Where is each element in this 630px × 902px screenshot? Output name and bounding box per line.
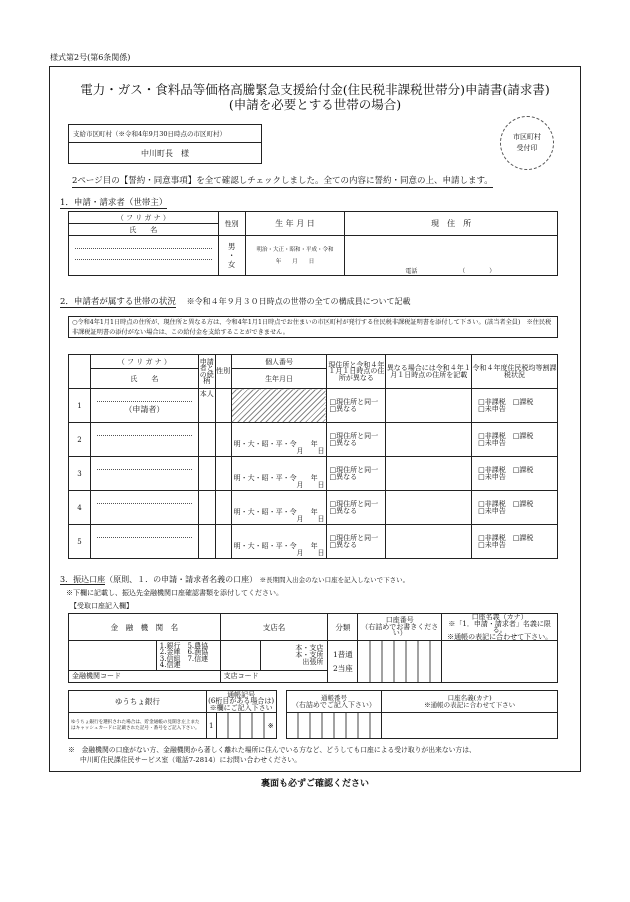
household-row-diff-address[interactable] [386,457,472,491]
household-row-number: 4 [69,491,91,525]
household-furigana-header: （ フ リ ガ ナ ） [90,355,198,369]
household-row-same[interactable] [327,491,386,525]
household-number-header [69,355,91,389]
section2-note: ※令和４年９月３０日時点の世帯の全ての構成員について記載 [186,297,411,306]
bank-type-line-2[interactable]: 2.金庫 6.漁協 [159,648,209,656]
municipality-label: 支給市区町村（※令和4年9月30日時点の市区町村） [69,125,261,143]
same-option[interactable]: □現住所と同一 [329,466,379,474]
era-options[interactable]: 明・大・昭・平・令 [233,440,297,448]
applicant-sex-header: 性別 [218,212,245,236]
household-row-tax[interactable] [472,525,558,559]
footer-reminder: 裏面も必ずご確認ください [260,779,369,789]
bank-type-line-4[interactable]: 4.信連 [159,661,181,669]
household-name-header: 氏 名 [90,369,198,389]
household-row-name[interactable] [90,525,198,559]
passbook-number-input[interactable] [286,713,382,739]
tax-option[interactable]: □課税 [512,500,534,508]
passbook-number-sub: （右詰めでご記入下さい） [291,700,376,709]
day-label: 日 [317,446,325,455]
diff-option[interactable]: □異なる [329,540,358,549]
section1-heading [60,196,167,208]
household-row-number: 1 [69,389,91,423]
household-row-same[interactable] [327,457,386,491]
branch-name-input[interactable] [220,641,260,671]
category-header: 分類 [328,614,358,641]
account-number-input[interactable] [358,641,442,683]
passbook-mark-input[interactable] [216,713,276,739]
household-row-relation[interactable] [198,491,215,525]
household-sex-header: 性別 [215,355,231,389]
household-row [69,457,558,491]
account-holder-note2: ※通帳の表記に合わせて下さい。 [447,632,553,641]
reception-stamp [500,116,554,170]
household-relation-header: 申請者との続柄 [198,355,215,389]
bank-note-line-2: 中川町住民課住民サービス室（電話7-2814）にお問い合わせください。 [80,756,302,764]
year-label: 年 [310,508,318,516]
month-label: 月 [296,446,304,455]
household-row-number: 2 [69,423,91,457]
month-label: 月 [296,514,304,523]
household-row-sex[interactable] [215,389,231,423]
branch-type-line-2[interactable]: 本・支所 [295,651,324,659]
household-diff-address-header: 異なる場合には令和４年１月１日時点の住所を記載 [386,355,472,389]
nontax-option[interactable]: □非課税 [478,432,506,440]
form-title: 電力・ガス・食料品等価格高騰緊急支援給付金(住民税非課税世帯分)申請書(請求書) [80,82,550,97]
passbook-mark-title: 通帳記号 [227,690,256,699]
notfiled-option[interactable]: □未申告 [478,404,506,413]
yucho-table [68,690,558,739]
bank-account-table [68,613,558,683]
household-row-tax[interactable] [472,491,558,525]
passbook-number-title: 通帳番号 [320,694,347,702]
household-row-birth[interactable] [231,525,327,559]
tax-option[interactable]: □課税 [512,432,534,440]
household-row-relation: 本人 [198,389,215,423]
household-row-relation[interactable] [198,423,215,457]
notfiled-option[interactable]: □未申告 [478,506,506,515]
stamp-line-2: 受付印 [516,144,538,152]
section3-heading-detail: （原則、１．の申請・請求者名義の口座） [105,575,258,584]
household-row-same[interactable] [327,389,386,423]
applicant-era-options[interactable]: 明治・大正・昭和・平成・令和 [256,246,334,253]
nontax-option[interactable]: □非課税 [478,534,506,542]
municipality-mayor: 中川町長 様 [141,149,189,158]
household-row-birth[interactable] [231,491,327,525]
era-options[interactable]: 明・大・昭・平・令 [233,508,297,516]
year-label: 年 [310,440,318,448]
applicant-sex-options[interactable] [218,236,245,276]
section2-heading [60,295,410,307]
category-current[interactable]: 2当座 [333,663,353,673]
household-row [69,423,558,457]
household-row-diff-address[interactable] [386,525,472,559]
diff-option[interactable]: □異なる [329,438,358,447]
sex-male[interactable]: 男 [227,242,236,251]
passbook-number-header [286,691,382,713]
bank-name-input[interactable] [69,641,157,671]
tax-option[interactable]: □課税 [512,466,534,474]
branch-type-line-3[interactable]: 出張所 [302,658,324,666]
household-row-name[interactable] [90,491,198,525]
household-row-relation[interactable] [198,457,215,491]
household-row-number: 5 [69,525,91,559]
branch-name-header: 支店名 [220,614,328,641]
household-row [69,389,558,423]
branch-type-options[interactable] [260,641,328,671]
passbook-mark-sub2: ※欄にご記入下さい [209,703,273,712]
bank-code-cell[interactable] [69,671,221,683]
stamp-line-1: 市区町村 [513,133,541,141]
notfiled-option[interactable]: □未申告 [478,438,506,447]
applicant-furigana-header: （ フ リ ガ ナ ） [69,212,219,224]
yucho-holder-header [382,691,558,713]
household-birth-header: 生年月日 [231,369,327,389]
household-row-diff-address[interactable] [386,491,472,525]
applicant-birth-input[interactable] [245,236,345,276]
passbook-mark-first-digit: 1 [206,713,216,739]
same-option[interactable]: □現住所と同一 [329,398,379,406]
account-holder-note1: ※「1．申請・請求者」名義に限る。 [448,619,551,634]
same-option[interactable]: □現住所と同一 [329,432,379,440]
category-normal[interactable]: 1普通 [333,649,353,659]
nontax-option[interactable]: □非課税 [478,466,506,474]
day-label: 日 [317,514,325,523]
bank-code-label: 金融機関コード [72,672,121,681]
household-row-same[interactable] [327,525,386,559]
form-number: 様式第2号(第6条関係) [50,53,131,62]
household-tax-header: 令和４年度住民税均等割課税状況 [472,355,558,389]
municipality-box [68,124,262,164]
household-row [69,491,558,525]
month-label: 月 [296,548,304,557]
section3-heading [60,574,409,585]
bank-type-line-3[interactable]: 3.信組 7.信連 [159,654,209,663]
day-label: 日 [317,548,325,557]
same-option[interactable]: □現住所と同一 [329,534,379,542]
household-row-relation[interactable] [198,525,215,559]
applicant-name-header: 氏 名 [69,224,219,236]
yucho-description: ゆうちょ銀行を選択された場合は、貯金通帳の見開き左上またはキャッシュカードに記載された記号・番号をご記入下さい。 [69,713,207,739]
household-row-sex[interactable] [215,525,231,559]
household-row-same[interactable] [327,423,386,457]
household-row-birth [231,389,327,423]
yucho-holder-title: 口座名義(カナ) [447,694,492,702]
account-number-title: 口座番号 [385,616,414,625]
applicant-table [68,211,558,276]
notfiled-option[interactable]: □未申告 [478,472,506,481]
section3-heading-text: 3．振込口座 [60,575,106,584]
section2-notice-box: ○令和4年1月1日時点の住所が、現住所と異なる方は、令和4年1月1日時点でお住まいの市区町村が発行する住民税非課税証明書を添付して下さい。(該当者全員) ※住民税非課税証明書の添付がない場合は、この給付金を支給することができません。 [68,316,558,338]
household-row-name[interactable] [90,457,198,491]
yucho-holder-note: ※通帳の表記に合わせて下さい [424,700,516,709]
household-row-birth[interactable] [231,457,327,491]
household-row-sex[interactable] [215,491,231,525]
tax-option[interactable]: □課税 [512,398,534,406]
applicant-ymd: 年 月 日 [275,258,315,265]
passbook-mark-header [206,691,276,713]
diff-option[interactable]: □異なる [329,472,358,481]
household-row-tax[interactable] [472,457,558,491]
household-row-tax[interactable] [472,423,558,457]
tax-option[interactable]: □課税 [512,534,534,542]
household-row-birth[interactable] [231,423,327,457]
yucho-holder-input[interactable] [382,713,558,739]
diff-option[interactable]: □異なる [329,404,358,413]
section3-heading-note: ※長期間入出金のない口座を記入しないで下さい。 [259,576,410,584]
bank-type-options[interactable] [156,641,220,671]
notfiled-option[interactable]: □未申告 [478,540,506,549]
household-table [68,354,558,559]
phone-label: 電話 [405,268,418,275]
yucho-separator [276,691,286,739]
phone-paren: （ ） [459,268,496,275]
account-number-header [358,614,442,641]
day-label: 日 [317,480,325,489]
account-holder-input[interactable] [442,641,558,683]
account-holder-header [442,614,558,641]
year-label: 年 [310,542,318,550]
branch-code-label: 支店コード [223,672,259,681]
diff-option[interactable]: □異なる [329,506,358,515]
branch-type-line-1[interactable]: 本・支店 [295,644,324,652]
bank-note-line-1: ※ 金融機関の口座がない方、金融機関から著しく離れた場所に住んでいる方など、どうしても口座による受け取りが出来ない方は、 [68,746,476,754]
household-same-address-header: 現住所と令和４年１月１日時点の住所が異なる [327,355,386,389]
branch-code-cell[interactable] [220,671,328,683]
category-options[interactable] [328,641,358,683]
account-number-sub: （右詰めでお書きください） [361,622,439,638]
same-option[interactable]: □現住所と同一 [329,500,379,508]
bank-note [68,745,568,765]
household-row-number: 3 [69,457,91,491]
year-label: 年 [310,474,318,482]
household-row-name[interactable] [90,423,198,457]
bank-type-line-1[interactable]: 1.銀行 5.農協 [159,641,209,650]
section3-sub-note: ※下欄に記載し、振込先金融機関口座確認書類を添付してください。 [66,589,283,597]
applicant-birth-header: 生 年 月 日 [245,212,345,236]
section2-heading-text: 2．申請者が属する世帯の状況 [60,297,176,307]
household-row [69,525,558,559]
applicant-address-input[interactable] [345,236,558,276]
form-subtitle: (申請を必要とする世帯の場合) [228,97,402,112]
household-row-name[interactable] [90,389,198,423]
passbook-mark-star: ※ [267,721,274,730]
section1-heading-text: 1．申請・請求者（世帯主） [60,198,168,208]
confirmation-text: 2ページ目の【誓約・同意事項】を全て確認しチェックしました。全ての内容に誓約・同意の上、申請します。 [72,176,493,186]
household-mynumber-header: 個人番号 [231,355,327,369]
household-row-diff-address[interactable] [386,423,472,457]
yucho-header: ゆうちょ銀行 [69,691,207,713]
household-row-sex[interactable] [215,457,231,491]
account-holder-title: 口座名義（カナ） [471,613,528,621]
sex-female[interactable]: 女 [227,260,236,269]
applicant-name-input[interactable] [69,236,219,276]
household-row-diff-address[interactable] [386,389,472,423]
bank-name-header: 金 融 機 関 名 [69,614,221,641]
nontax-option[interactable]: □非課税 [478,398,506,406]
month-label: 月 [296,480,304,489]
era-options[interactable]: 明・大・昭・平・令 [233,542,297,550]
section3-box-label: 【受取口座記入欄】 [70,602,133,610]
household-row-sex[interactable] [215,423,231,457]
era-options[interactable]: 明・大・昭・平・令 [233,474,297,482]
nontax-option[interactable]: □非課税 [478,500,506,508]
household-applicant-label: （申請者） [124,405,165,414]
applicant-address-header: 現 住 所 [345,212,558,236]
passbook-mark-sub1: (6桁目がある場合は) [208,697,275,706]
sex-dot: ・ [227,251,236,260]
household-row-tax[interactable] [472,389,558,423]
